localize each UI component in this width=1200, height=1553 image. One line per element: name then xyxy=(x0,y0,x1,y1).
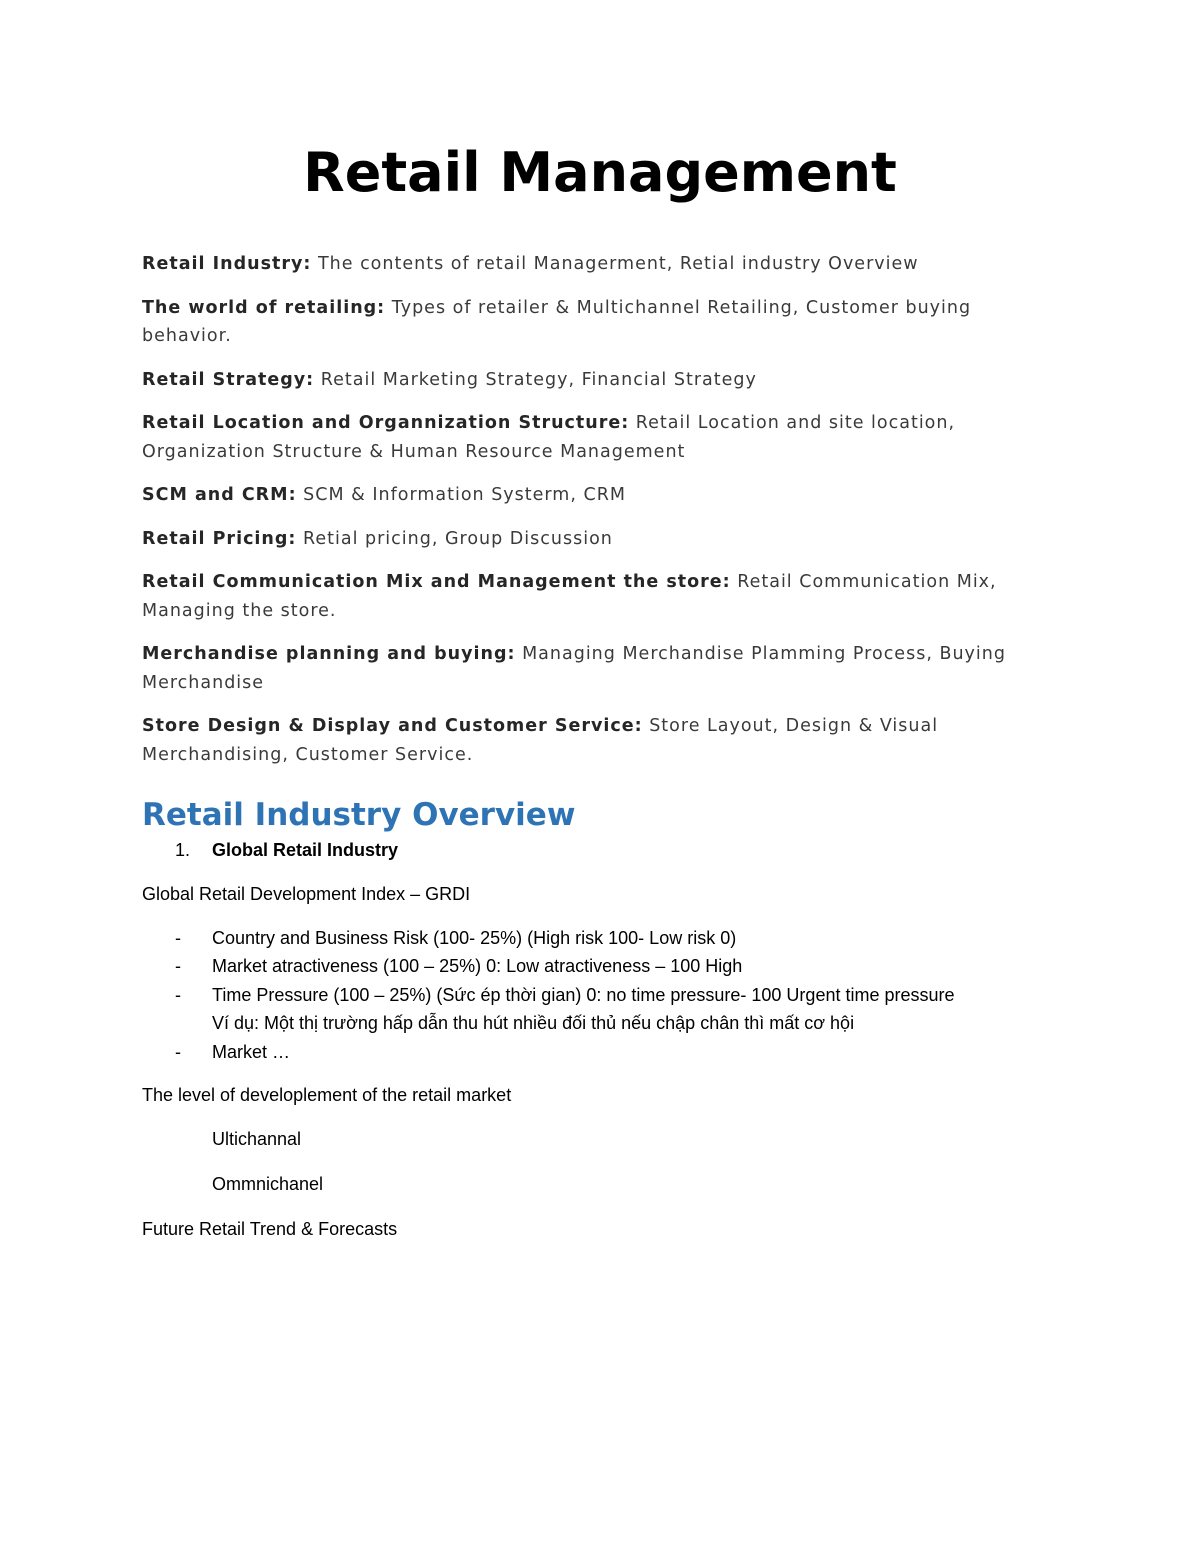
numbered-item-number: 1. xyxy=(175,840,191,860)
bullet-text: Country and Business Risk (100- 25%) (High risk 100- Low risk 0) xyxy=(212,927,737,948)
topic-text: Retail Marketing Strategy, Financial Strategy xyxy=(314,369,757,390)
topic-label: The world of retailing: xyxy=(142,297,386,318)
topic-item xyxy=(142,481,1022,510)
topic-item xyxy=(142,525,1022,554)
topic-item xyxy=(142,409,1022,466)
topic-item xyxy=(142,640,1022,697)
bullet-item xyxy=(142,1038,1042,1067)
bullet-marker: - xyxy=(175,984,181,1005)
bullet-text-continued: Ví dụ: Một thị trường hấp dẫn thu hút nhiều đối thủ nếu chập chân thì mất cơ hội xyxy=(212,1013,855,1033)
bullet-marker: - xyxy=(175,956,181,976)
document-title: Retail Management xyxy=(303,141,897,204)
topic-text: Types of retailer & Multichannel Retailing, Customer buying behavior. xyxy=(142,297,972,346)
topic-label: Retail Location and Organnization Structure: xyxy=(142,413,630,433)
topic-text: Retail Location and site location, Organization Structure & Human Resource Management xyxy=(142,413,956,462)
grdi-heading: Global Retail Development Index – GRDI xyxy=(142,883,471,904)
topic-label: SCM and CRM: xyxy=(142,485,297,505)
topic-text: Retial pricing, Group Discussion xyxy=(296,528,613,549)
numbered-item-text: Global Retail Industry xyxy=(212,840,399,860)
topic-item xyxy=(142,366,1022,395)
section-heading: Retail Industry Overview xyxy=(142,797,576,833)
bullet-item xyxy=(142,981,1042,1038)
topic-label: Store Design & Display and Customer Service: xyxy=(142,716,643,736)
bullet-item xyxy=(142,924,1042,953)
topic-text: Store Layout, Design & Visual Merchandising, Customer Service. xyxy=(142,716,939,765)
topic-list xyxy=(142,250,1022,784)
topic-text: Retail Communication Mix, Managing the store. xyxy=(142,572,997,621)
topic-label: Retail Industry: xyxy=(142,254,312,274)
topic-label: Retail Pricing: xyxy=(142,528,297,549)
level-heading: The level of developlement of the retail market xyxy=(142,1085,512,1105)
level-item: Ultichannal xyxy=(212,1129,302,1149)
level-item: Ommnichanel xyxy=(212,1174,324,1194)
topic-item xyxy=(142,568,1022,625)
topic-item xyxy=(142,712,1022,769)
numbered-item xyxy=(142,836,1042,865)
bullet-item xyxy=(142,952,1042,981)
topic-label: Retail Communication Mix and Management the store: xyxy=(142,572,731,592)
topic-text: Managing Merchandise Plamming Process, Buying Merchandise xyxy=(142,644,1006,693)
bullet-list xyxy=(142,924,1042,1067)
topic-label: Merchandise planning and buying: xyxy=(142,644,516,664)
topic-item xyxy=(142,250,1022,279)
future-heading: Future Retail Trend & Forecasts xyxy=(142,1219,398,1239)
bullet-text: Market atractiveness (100 – 25%) 0: Low atractiveness – 100 High xyxy=(212,956,743,976)
topic-label: Retail Strategy: xyxy=(142,369,315,390)
topic-text: The contents of retail Managerment, Retial industry Overview xyxy=(311,254,919,274)
bullet-marker: - xyxy=(175,1041,181,1062)
bullet-text: Market … xyxy=(212,1041,291,1062)
section-body xyxy=(142,836,1042,1259)
topic-item xyxy=(142,294,1022,351)
topic-text: SCM & Information Systerm, CRM xyxy=(296,485,626,505)
bullet-text: Time Pressure (100 – 25%) (Sức ép thời gian) 0: no time pressure- 100 Urgent time pressure xyxy=(212,984,955,1005)
bullet-marker: - xyxy=(175,927,181,948)
